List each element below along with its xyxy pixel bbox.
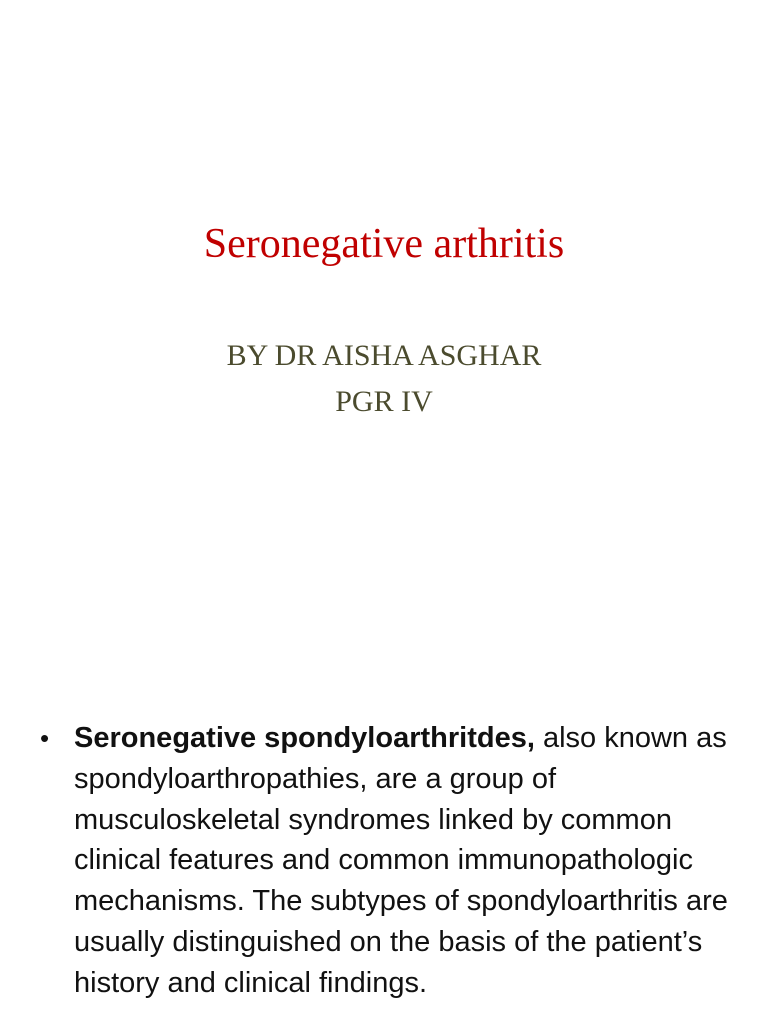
role-line: PGR IV bbox=[335, 385, 433, 418]
bullet-icon: • bbox=[40, 723, 50, 753]
slide-subtitle bbox=[0, 333, 768, 425]
author-line: BY DR AISHA ASGHAR bbox=[226, 339, 542, 372]
bullet-body-text: also known as spondyloarthropathies, are a group of musculoskeletal syndromes linked by common clinical features and common immunopathologic mechanisms. The subtypes of spondyloarthritis are usually distinguished on the basis of the patient’s history and clinical findings. bbox=[74, 722, 728, 999]
bullet-paragraph bbox=[74, 718, 730, 1004]
bullet-bold-term: Seronegative spondyloarthritdes, bbox=[74, 722, 535, 754]
bullet-list-item bbox=[40, 718, 730, 1004]
slide-title: Seronegative arthritis bbox=[203, 221, 565, 267]
